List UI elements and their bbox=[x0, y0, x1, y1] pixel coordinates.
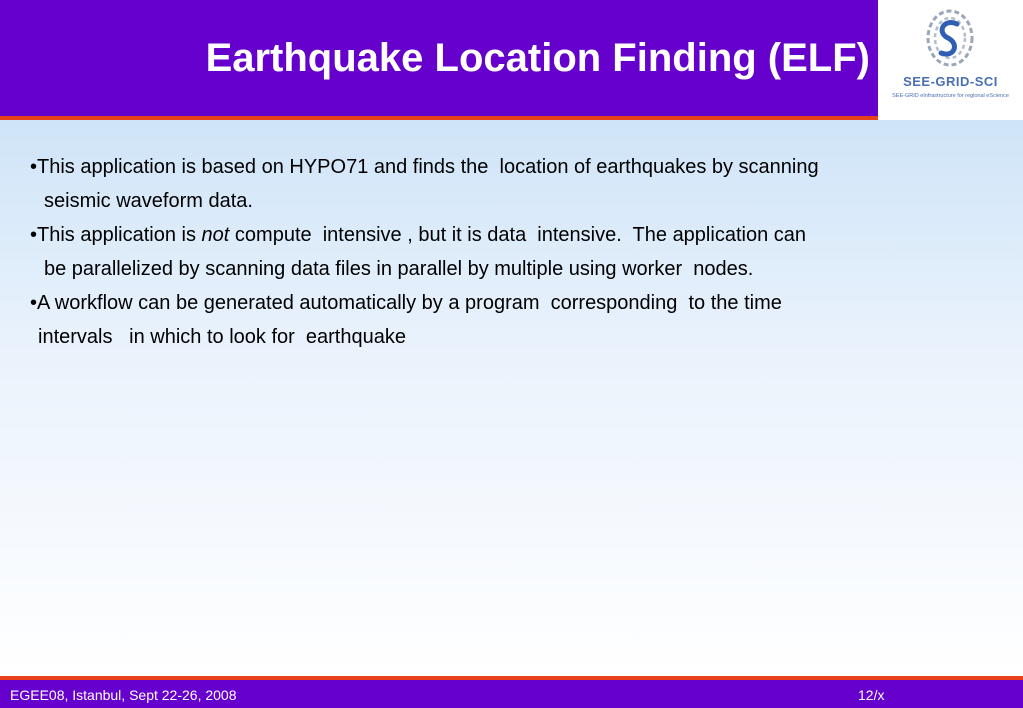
footer-event: EGEE08, Istanbul, Sept 22-26, 2008 bbox=[10, 687, 237, 703]
slide-footer bbox=[0, 680, 1023, 708]
bullet-1-text: This application is based on HYPO71 and finds the location of earthquakes by scanning bbox=[37, 156, 819, 178]
see-grid-swirl-logo-icon bbox=[924, 8, 976, 70]
bullet-3-text: A workflow can be generated automatically by a program corresponding to the time bbox=[37, 292, 782, 314]
bullet-marker: • bbox=[30, 292, 38, 314]
bullet-3-line-1 bbox=[30, 286, 1015, 320]
bullet-marker: • bbox=[30, 224, 38, 246]
bullet-marker: • bbox=[30, 156, 38, 178]
bullet-1-line-1 bbox=[30, 150, 1015, 184]
logo bbox=[878, 0, 1023, 120]
bullet-2-emphasis: not bbox=[201, 224, 230, 246]
slide-body bbox=[0, 120, 1023, 676]
bullet-2-line-2: be parallelized by scanning data files in parallel by multiple using worker nodes. bbox=[44, 258, 754, 280]
bullet-2-line-1 bbox=[30, 218, 1015, 252]
bullet-3-line-2: intervals in which to look for earthquake bbox=[38, 326, 406, 348]
slide-header bbox=[0, 0, 878, 116]
bullet-1-line-2: seismic waveform data. bbox=[44, 190, 253, 212]
bullet-list bbox=[30, 150, 1015, 354]
page-number: 12/x bbox=[858, 687, 885, 703]
bullet-2-suffix: compute intensive , but it is data intensive. The application can bbox=[229, 224, 806, 246]
logo-tagline: SEE-GRID eInfrastructure for regional eScience bbox=[892, 93, 1009, 99]
bullet-2-prefix: This application is bbox=[37, 224, 202, 246]
slide-title: Earthquake Location Finding (ELF) bbox=[205, 36, 870, 80]
logo-name: SEE-GRID-SCI bbox=[903, 74, 998, 89]
